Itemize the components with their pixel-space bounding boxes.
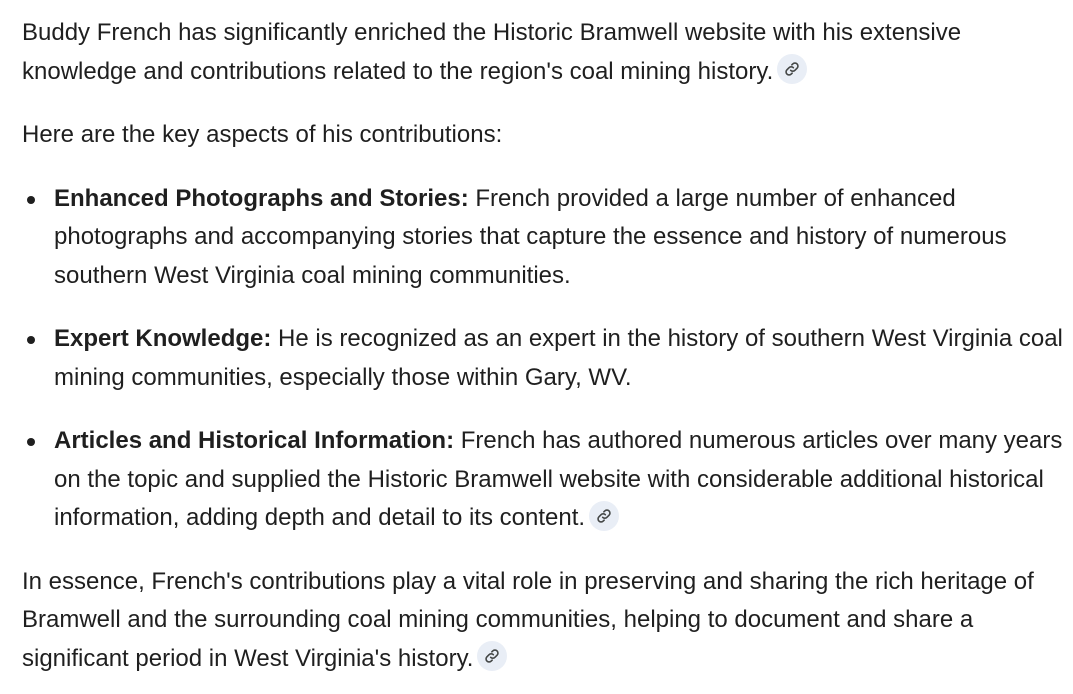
list-item xyxy=(22,320,1070,397)
link-icon xyxy=(484,648,500,664)
intro-text: Buddy French has significantly enriched the Historic Bramwell website with his extensive knowledge and contributions related to the region's coal mining history. xyxy=(22,19,962,85)
bullet-dot xyxy=(27,336,35,344)
conclusion-text: In essence, French's contributions play a vital role in preserving and sharing the rich heritage of Bramwell and the surrounding coal mining communities, helping to document and share a significant period in West Virginia's history. xyxy=(22,567,1034,672)
source-link-chip[interactable] xyxy=(777,54,807,84)
bullet-dot xyxy=(27,196,35,204)
list-item-body: French provided a large number of enhanced photographs and accompanying stories that capture the essence and history of numerous southern West Virginia coal mining communities. xyxy=(54,184,1007,289)
conclusion-paragraph xyxy=(22,563,1070,679)
source-link-chip[interactable] xyxy=(589,501,619,531)
link-icon xyxy=(596,508,612,524)
bullet-dot xyxy=(27,438,35,446)
list-item-title: Enhanced Photographs and Stories: xyxy=(54,184,469,212)
intro-paragraph xyxy=(22,14,1070,91)
list-item-title: Expert Knowledge: xyxy=(54,325,272,352)
response-body xyxy=(22,14,1070,678)
list-item xyxy=(22,180,1070,296)
list-item xyxy=(22,422,1070,538)
link-icon xyxy=(784,61,800,77)
lead-paragraph: Here are the key aspects of his contributions: xyxy=(22,121,503,148)
list-item-body: He is recognized as an expert in the history of southern West Virginia coal mining communities, especially those within Gary, WV. xyxy=(54,325,1063,391)
list-item-title: Articles and Historical Information: xyxy=(54,427,455,454)
list-item-body: French has authored numerous articles over many years on the topic and supplied the Historic Bramwell website with considerable additional historical information, adding depth and detail to its content. xyxy=(54,427,1063,531)
contributions-list xyxy=(22,180,1070,538)
source-link-chip[interactable] xyxy=(477,641,507,671)
